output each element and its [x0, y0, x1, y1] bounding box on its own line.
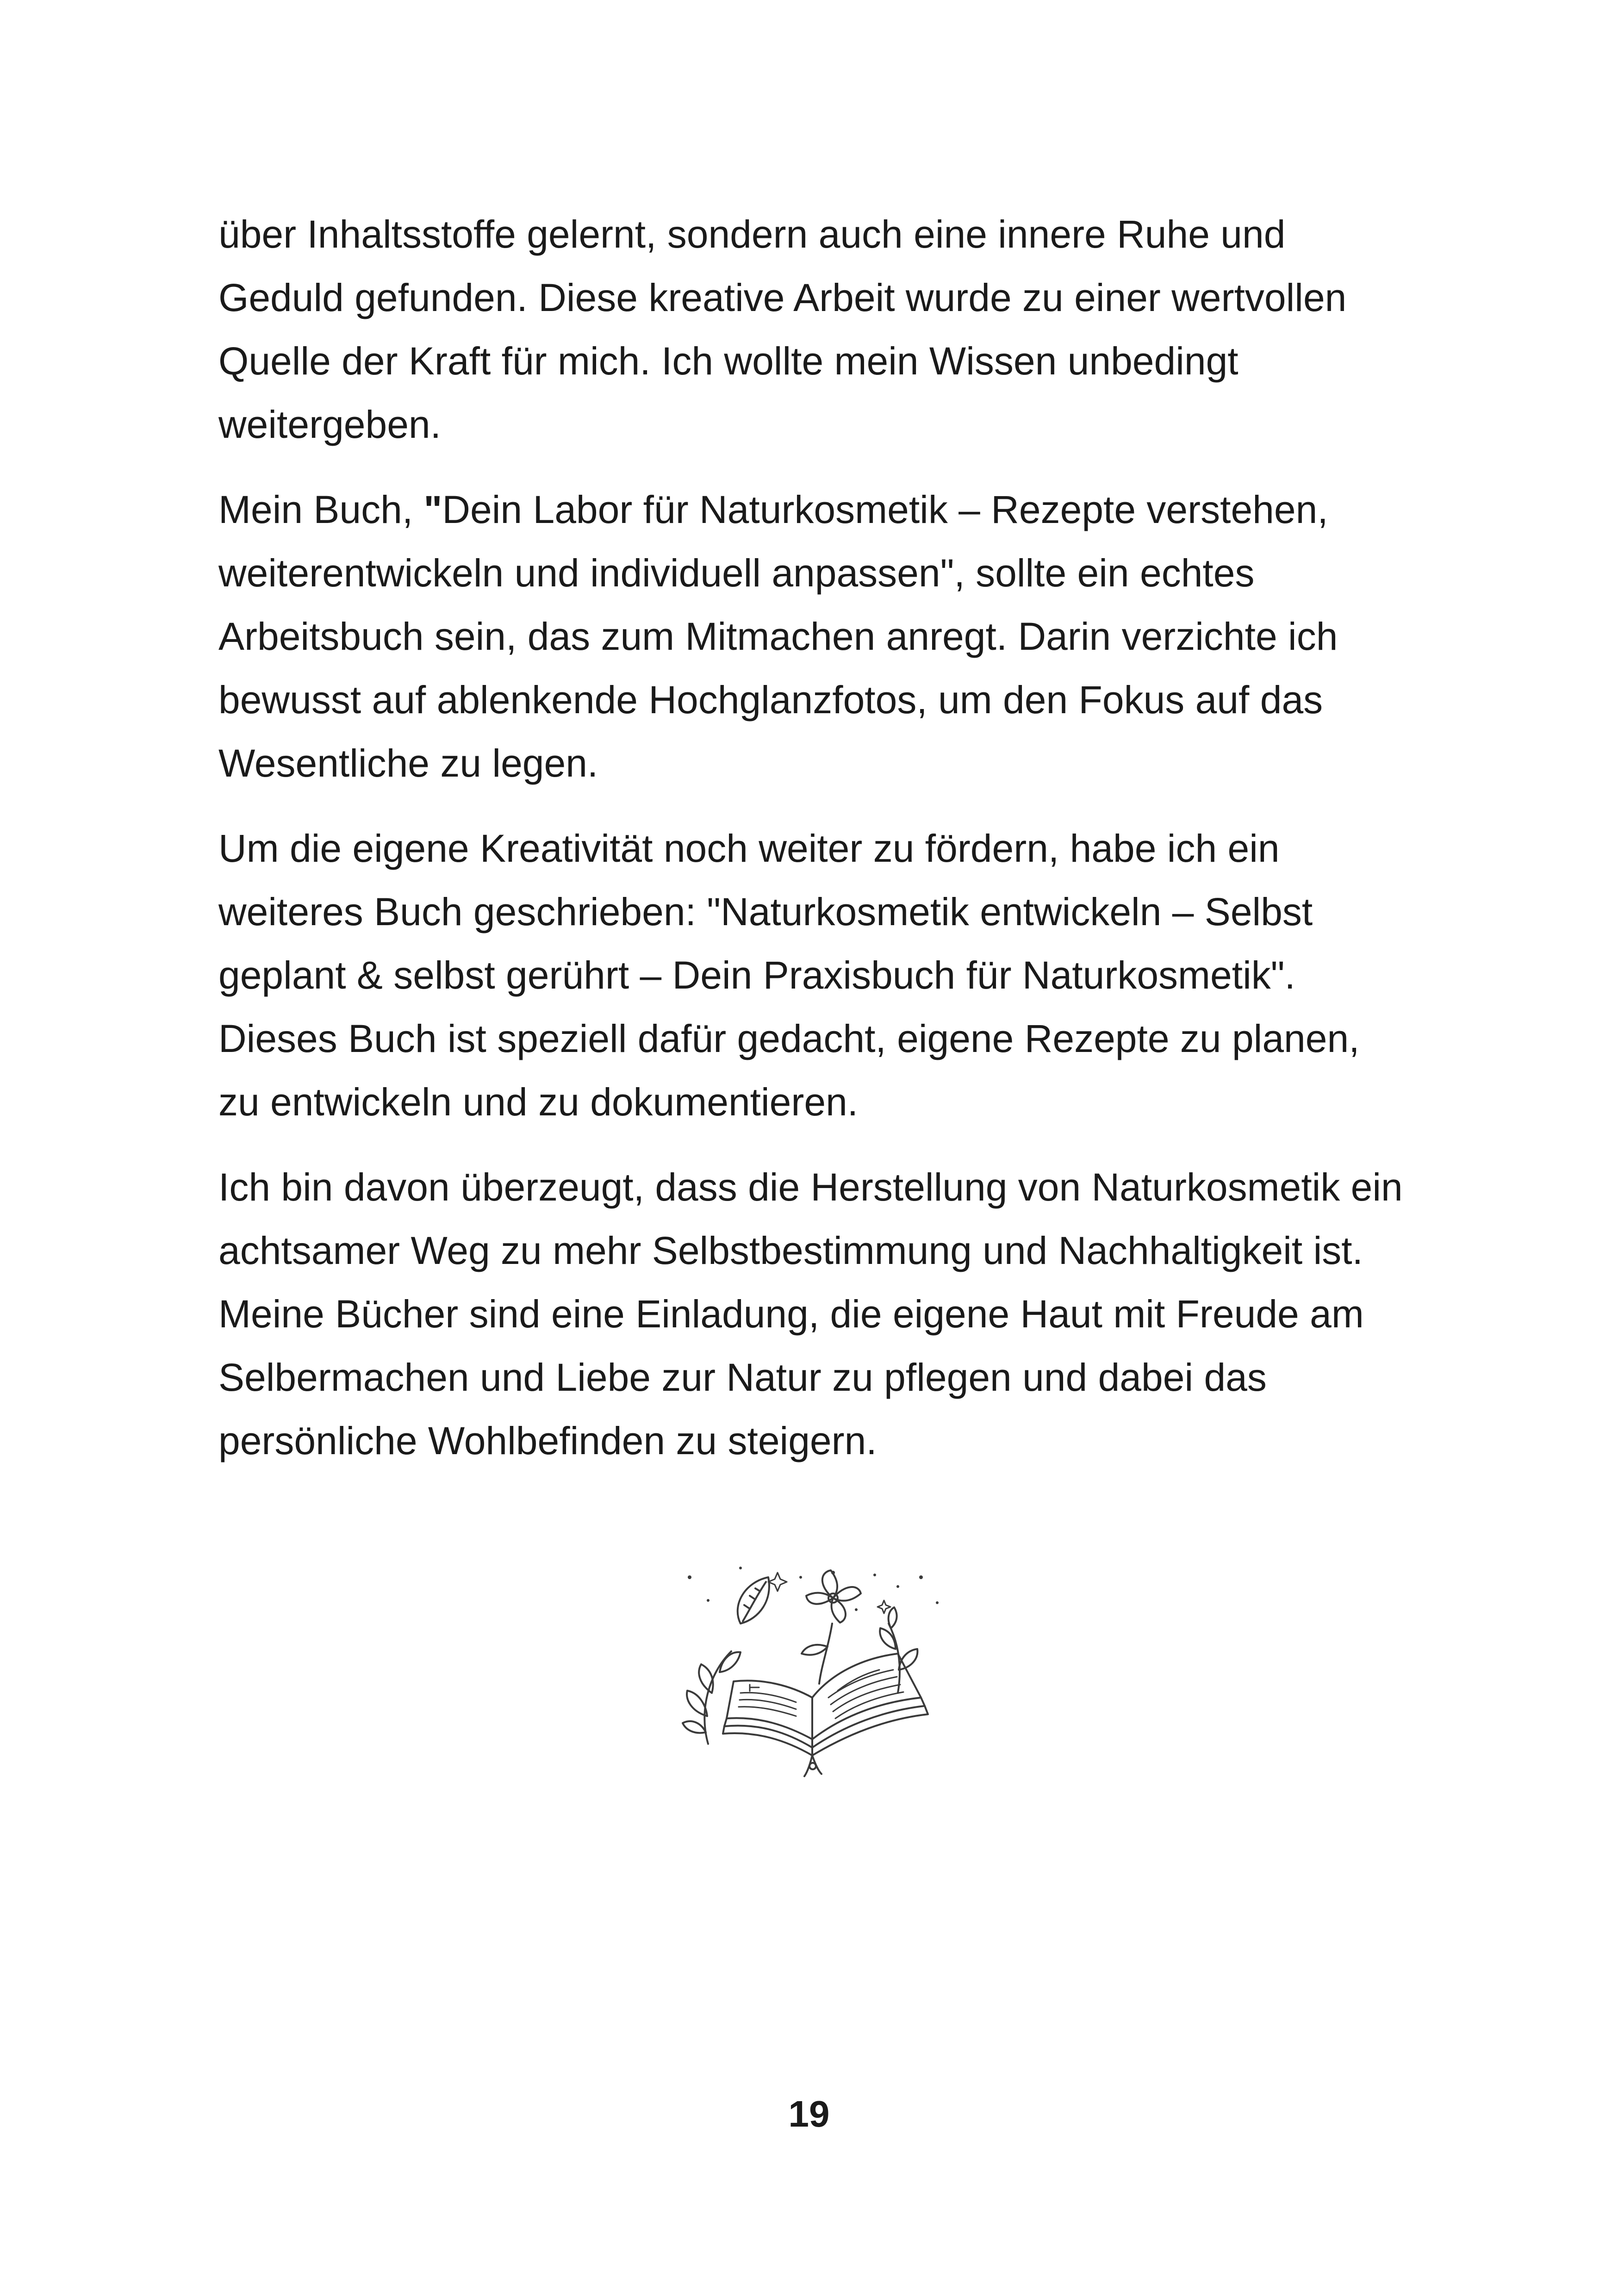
text-line: über Inhaltsstoffe gelernt, sondern auch eine innere Ruhe und — [218, 212, 1286, 256]
paragraph-2 — [218, 478, 1403, 795]
bold-quote-mark: " — [423, 488, 442, 531]
text-line: bewusst auf ablenkende Hochglanzfotos, um den Fokus auf das — [218, 678, 1323, 722]
paragraph-4 — [218, 1156, 1403, 1473]
left-vine — [683, 1651, 741, 1744]
paragraph-3 — [218, 817, 1403, 1134]
text-line: achtsamer Weg zu mehr Selbstbestimmung und Nachhaltigkeit ist. — [218, 1229, 1363, 1272]
text-line: Wesentliche zu legen. — [218, 741, 598, 785]
text-line: Dieses Buch ist speziell dafür gedacht, eigene Rezepte zu planen, — [218, 1017, 1360, 1060]
page-number: 19 — [788, 2093, 830, 2134]
text-line: Quelle der Kraft für mich. Ich wollte mein Wissen unbedingt — [218, 339, 1238, 383]
text-line: Um die eigene Kreativität noch weiter zu fördern, habe ich ein — [218, 827, 1280, 870]
text-line: weiterentwickeln und individuell anpassen", sollte ein echtes — [218, 551, 1255, 595]
body-text — [218, 203, 1403, 1494]
text-line: Arbeitsbuch sein, das zum Mitmachen anregt. Darin verzichte ich — [218, 615, 1338, 658]
paragraph-1 — [218, 203, 1403, 456]
book — [723, 1654, 928, 1755]
text-line: geplant & selbst gerührt – Dein Praxisbuch für Naturkosmetik". — [218, 953, 1295, 997]
text-line: Selbermachen und Liebe zur Natur zu pflegen und dabei das — [218, 1356, 1267, 1399]
text-line: Geduld gefunden. Diese kreative Arbeit wurde zu einer wertvollen — [218, 276, 1347, 319]
text-fragment: Dein Labor für Naturkosmetik – Rezepte verstehen, — [442, 488, 1328, 531]
text-line: weiteres Buch geschrieben: "Naturkosmetik entwickeln – Selbst — [218, 890, 1313, 933]
text-line: zu entwickeln und zu dokumentieren. — [218, 1080, 859, 1124]
text-line: Meine Bücher sind eine Einladung, die eigene Haut mit Freude am — [218, 1292, 1364, 1336]
text-line: Ich bin davon überzeugt, dass die Herstellung von Naturkosmetik ein — [218, 1165, 1403, 1209]
text-line — [218, 478, 1403, 541]
text-fragment: Mein Buch, — [218, 488, 424, 531]
text-line: weitergeben. — [218, 403, 441, 446]
text-line: persönliche Wohlbefinden zu steigern. — [218, 1419, 877, 1462]
open-book-with-flowers-icon — [680, 1559, 944, 1781]
